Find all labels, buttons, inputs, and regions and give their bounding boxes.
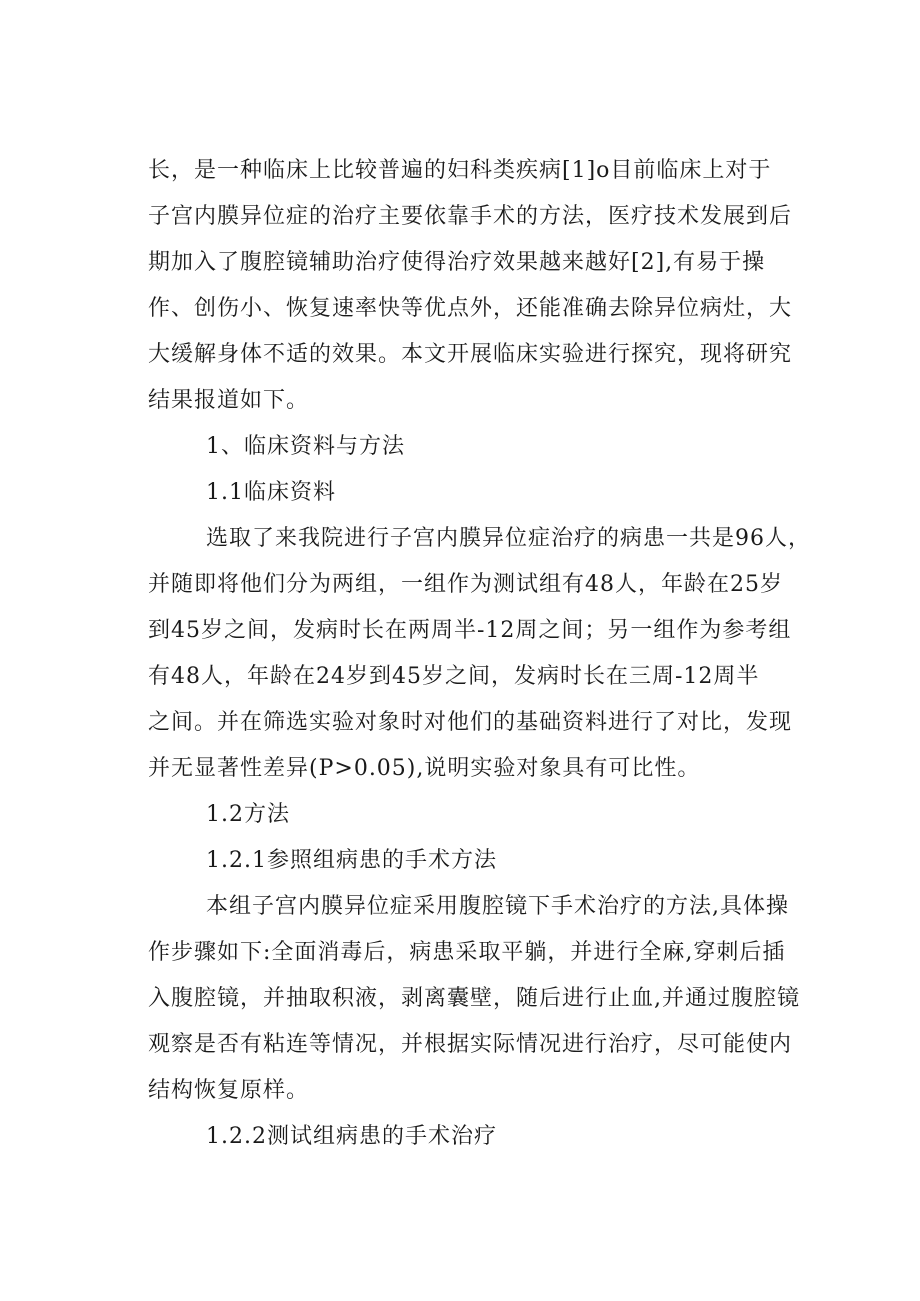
- body-paragraph-line: 之间。并在筛选实验对象时对他们的基础资料进行了对比，发现: [148, 710, 793, 735]
- body-paragraph-line: 并无显著性差异(P>0.05),说明实验对象具有可比性。: [148, 756, 701, 781]
- body-paragraph-line: 并随即将他们分为两组，一组作为测试组有48人，年龄在25岁: [148, 572, 783, 597]
- body-paragraph-line: 作步骤如下:全面消毒后，病患采取平躺，并进行全麻,穿刺后插: [148, 940, 786, 965]
- body-paragraph-line: 子宫内膜异位症的治疗主要依靠手术的方法，医疗技术发展到后: [148, 204, 793, 229]
- body-paragraph-line: 大缓解身体不适的效果。本文开展临床实验进行探究，现将研究: [148, 342, 793, 367]
- body-paragraph-line: 入腹腔镜，并抽取积液，剥离囊壁，随后进行止血,并通过腹腔镜: [148, 986, 800, 1011]
- body-paragraph-line: 观察是否有粘连等情况，并根据实际情况进行治疗，尽可能使内: [148, 1032, 793, 1057]
- subsection-heading: 1.1临床资料: [206, 480, 336, 505]
- body-paragraph-line: 结构恢复原样。: [148, 1078, 310, 1103]
- body-paragraph-line: 本组子宫内膜异位症采用腹腔镜下手术治疗的方法,具体操: [206, 894, 789, 919]
- subsection-heading: 1.2方法: [206, 802, 290, 827]
- subsubsection-heading: 1.2.1参照组病患的手术方法: [206, 848, 497, 873]
- body-paragraph-line: 作、创伤小、恢复速率快等优点外，还能准确去除异位病灶，大: [148, 296, 793, 321]
- body-paragraph-line: 到45岁之间，发病时长在两周半-12周之间；另一组作为参考组: [148, 618, 792, 643]
- body-paragraph-line: 结果报道如下。: [148, 388, 310, 413]
- body-paragraph-line: 长，是一种临床上比较普遍的妇科类疾病[1]o目前临床上对于: [148, 158, 772, 183]
- section-heading: 1、临床资料与方法: [206, 434, 405, 459]
- body-paragraph-line: 有48人，年龄在24岁到45岁之间，发病时长在三周-12周半: [148, 664, 760, 689]
- subsubsection-heading: 1.2.2测试组病患的手术治疗: [206, 1124, 497, 1149]
- body-paragraph-line: 选取了来我院进行子宫内膜异位症治疗的病患一共是96人，: [206, 526, 811, 551]
- document-body: [148, 153, 811, 1165]
- body-paragraph-line: 期加入了腹腔镜辅助治疗使得治疗效果越来越好[2],有易于操: [148, 250, 766, 275]
